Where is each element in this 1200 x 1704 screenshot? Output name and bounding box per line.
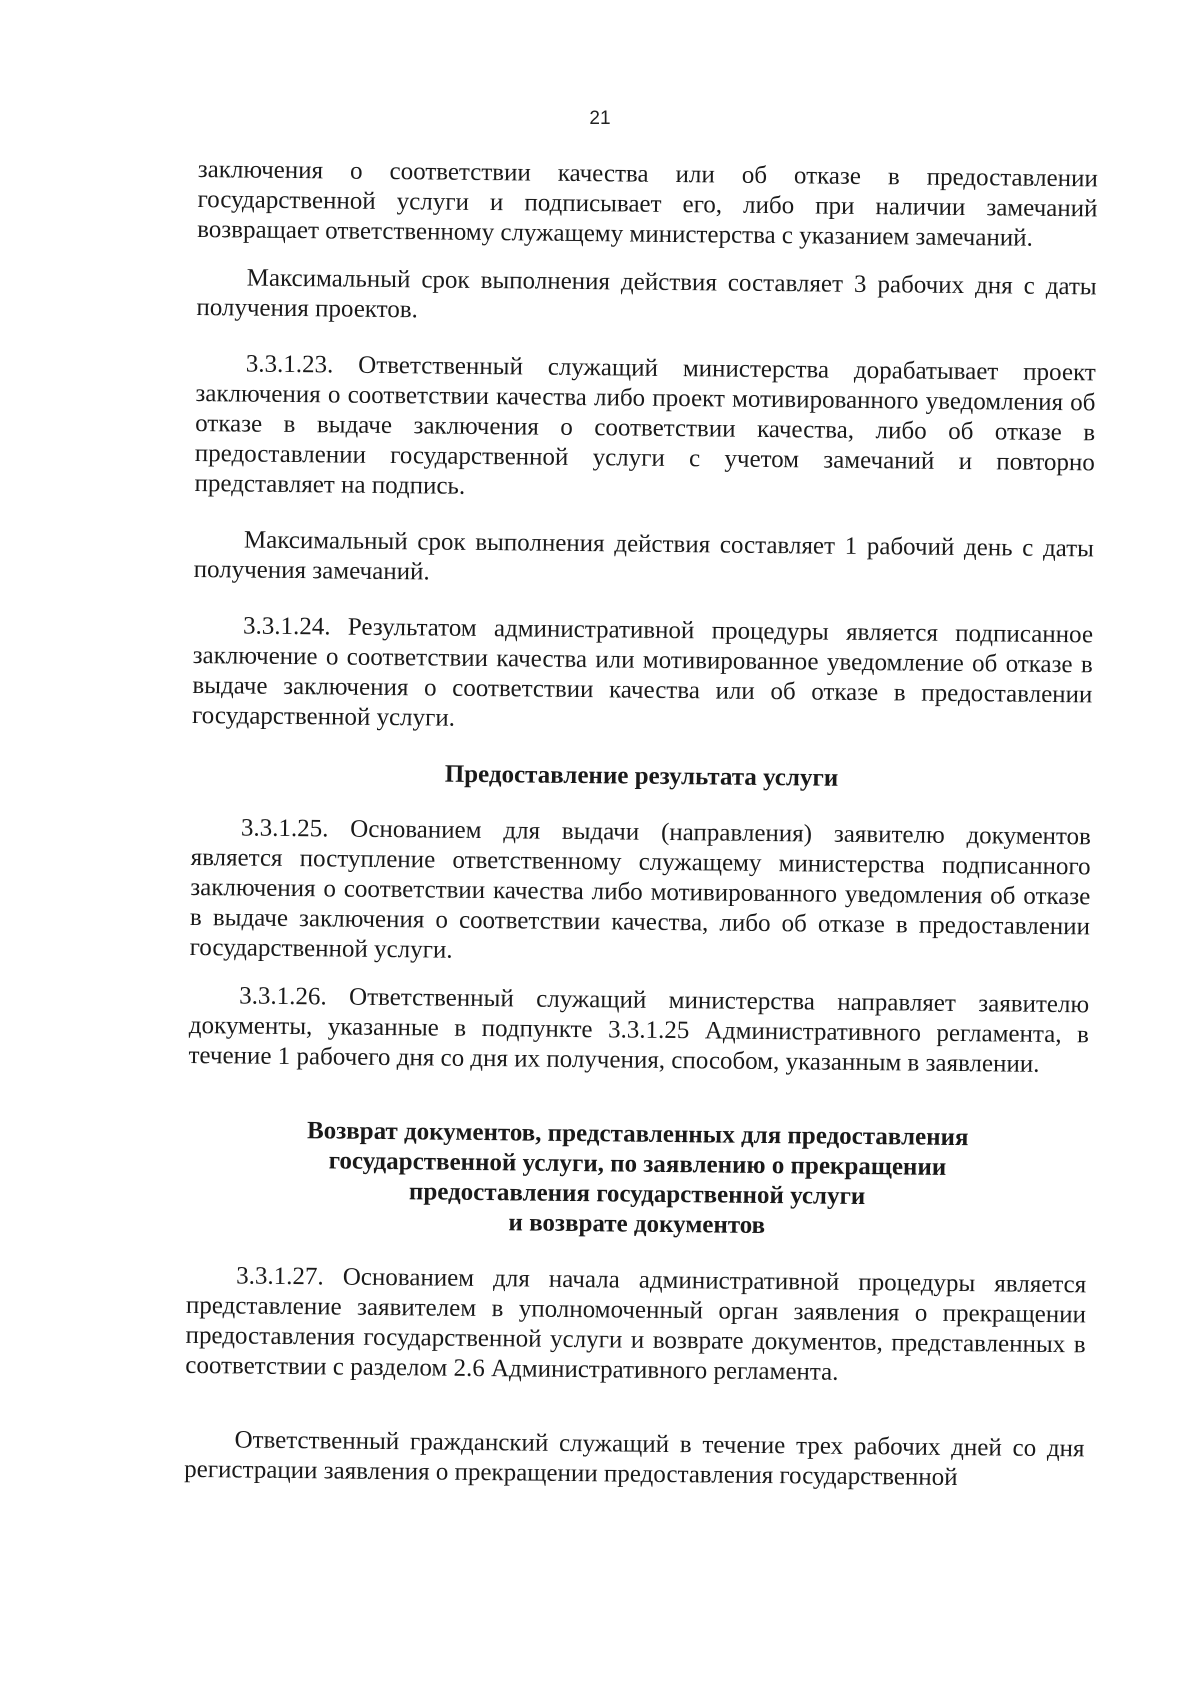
paragraph-3-3-1-26: 3.3.1.26. Ответственный служащий министерства направляет заявителю документы, указанные в подпункте 3.3.1.25 Административного регламента, в течение 1 рабочего дня со дня их получения, способом, указанным в заявлении.	[188, 982, 1090, 1078]
section-heading-result: Предоставление результата услуги	[444, 760, 839, 792]
paragraph-deadline-3-days: Максимальный срок выполнения действия составляет 3 рабочих дня с даты получения проектов.	[196, 264, 1097, 324]
section-heading-return-documents	[187, 1115, 1088, 1244]
paragraph-deadline-1-day: Максимальный срок выполнения действия составляет 1 рабочий день с даты получения замечаний.	[193, 526, 1095, 586]
paragraph-3-3-1-24: 3.3.1.24. Результатом административной процедуры является подписанное заключение о соответствии качества или мотивированное уведомление об отказе в выдаче заключения о соответствии качества или об отказе в предоставлении государственной услуги.	[191, 612, 1094, 732]
heading-line: предоставления государственной услуги	[408, 1178, 866, 1211]
paragraph-3-3-1-27: 3.3.1.27. Основанием для начала административной процедуры является представление заявителем в уполномоченный орган заявления о прекращении предоставления государственной услуги и возврате документов, представленных в соответствии с разделом 2.6 Административного регламента.	[185, 1262, 1087, 1386]
document-body	[184, 155, 1098, 1494]
page-number: 21	[589, 108, 611, 129]
heading-line: Возврат документов, представленных для предоставления	[306, 1117, 969, 1152]
paragraph-3-3-1-25: 3.3.1.25. Основанием для выдачи (направления) заявителю документов является поступление ответственному служащему министерства подписанного заключения о соответствии качества либо мотивированного уведомления об отказе в выдаче заключения о соответствии качества, либо об отказе в предоставлении государственной услуги.	[189, 814, 1092, 964]
paragraph-responsible-servant: Ответственный гражданский служащий в течение трех рабочих дней со дня регистрации заявления о прекращении предоставления государственной	[184, 1426, 1085, 1492]
heading-line: и возврате документов	[508, 1209, 766, 1239]
heading-line: государственной услуги, по заявлению о прекращении	[328, 1147, 947, 1181]
paragraph-3-3-1-23: 3.3.1.23. Ответственный служащий министерства дорабатывает проект заключения о соответствии качества либо проект мотивированного уведомления об отказе в выдаче заключения о соответствии качества, либо об отказе в предоставлении государственной услуги с учетом замечаний и повторно представляет на подпись.	[194, 350, 1096, 500]
paragraph-continuation: заключения о соответствии качества или об отказе в предоставлении государственной услуги и подписывает его, либо при наличии замечаний возвращает ответственному служащему министерства с указанием замечаний.	[197, 155, 1098, 252]
